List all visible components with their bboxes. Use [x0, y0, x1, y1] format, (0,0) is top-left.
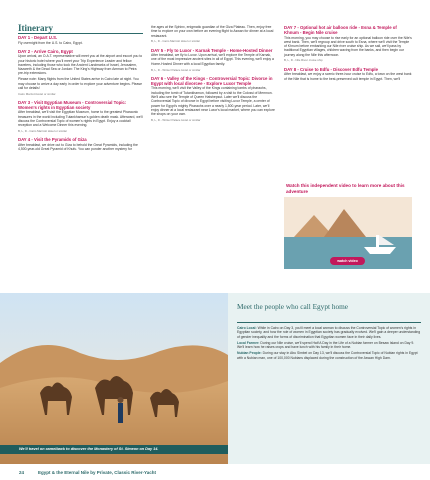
day-body: Fly overnight from the U.S. to Cairo, Egypt.	[18, 40, 83, 45]
meet-divider	[237, 322, 421, 323]
day-body: the ages at the Sphinx, enigmatic guardian of the Giza Plateau. Then, enjoy free time to explore on your own before an evening flight to Aswan for dinner at a local restaurant.	[151, 25, 274, 38]
meet-lead: Cairo Local:	[237, 326, 257, 330]
meet-text: During our stay in Abu Simbel on Day 13, we'll discuss the Controversial Topic of Nubian rights in Egypt with a Nubian man, one of 100,000 Nubians displaced during the construction of the Aswan High Dam.	[237, 351, 418, 360]
itinerary-title: Itinerary	[18, 23, 53, 33]
meet-lead: Nubian People:	[237, 351, 262, 356]
day-entry	[151, 48, 276, 72]
day-entry	[151, 76, 276, 122]
footer-title: Egypt & the Eternal Nile by Private, Classic River-Yacht	[38, 470, 157, 475]
itinerary-column-right	[284, 25, 412, 82]
day-body: After breakfast, we drive out to Giza to behold the Great Pyramids, including the 4,500-year-old Great Pyramid of Khufu. You can ponder another mystery for	[18, 142, 138, 152]
day-body: Upon arrival, an O.A.T. representative will meet you at the airport and escort you to your historic hotel where you'll meet your Trip Experience Leader and fellow travelers, including those who took the Ancient Landmarks of Israel, Jerusalem, Nazareth & the Dead Sea or Jordan: The King's Highway from Amman to Petra pre-trip extensions.	[18, 54, 143, 76]
itinerary-column-middle	[151, 25, 276, 126]
title-divider	[18, 33, 143, 34]
day-body: After breakfast, we'll visit the Egyptian Museum, home to the greatest Pharaonic treasures in the world including Tutankhamun's golden death mask. Afterward, we'll discuss the Controversial Topic of women's rights in Egypt. Enjoy a cocktail reception and a Welcome Dinner this evening.	[18, 110, 143, 128]
meet-text: While in Cairo on Day 3, you'll meet a local woman to discuss the Controversial Topic of women's rights in Egyptian society, and how the role of women in Egyptian society has gradually evolved. We'll gain a deeper understanding of gender inequality and the forms of discrimination that Egyptian women face in their daily lives.	[237, 326, 421, 339]
day-meals: Cairo Marriott Hotel or similar	[18, 91, 56, 96]
day-title: DAY 6 - Valley of the Kings - Controversial Topic: Divorce in Egypt with local divorcee - Explore Luxor Temple	[151, 75, 273, 86]
day-title: DAY 1 - Depart U.S.	[18, 35, 58, 40]
day-title: DAY 7 - Optional hot air balloon ride - Esna & Temple of Khnum - Begin Nile cruise	[284, 25, 397, 35]
meet-paragraph	[237, 351, 421, 360]
meet-lead: Local Farmer:	[237, 340, 260, 345]
video-thumbnail[interactable]	[284, 197, 412, 269]
day-meals: B, L, D - Winter Palace Hotel or similar	[151, 117, 201, 122]
day-entry	[151, 25, 276, 44]
day-entry	[284, 25, 412, 63]
day-entry	[284, 67, 412, 81]
page-footer	[0, 466, 430, 480]
day-entry	[18, 100, 143, 133]
page-number: 24	[19, 470, 25, 475]
video-promo	[284, 183, 412, 278]
meet-body	[237, 326, 421, 362]
day-meals: B, L, D - Nile River cruise ship	[284, 58, 323, 63]
day-body: This morning, we'll visit the Valley of the Kings containing tombs of pharaohs, including the tomb of Tutankhamun, followed by a visit to the Colossi of Memnon. We'll also see the Temple of Queen Hatshepsut. Later we'll discuss the Controversial Topic of divorce in Egypt before visiting Luxor Temple, a center of power for Egypt's mighty Pharaohs over a nearly 1,500-year period. Later, we'll enjoy dinner at a local restaurant near Luxor's local market, where you can explore the shops on your own.	[151, 86, 275, 117]
video-promo-title: Watch this independent video to learn more about this adventure	[286, 183, 405, 194]
meet-paragraph	[237, 341, 421, 350]
day-entry	[18, 137, 143, 151]
watch-video-button[interactable]: watch video	[330, 257, 365, 265]
day-meals: B, L, D - Winter Palace Hotel or similar	[151, 67, 201, 72]
photo-caption: We'll travel on camelback to discover the Monastery of St. Simeon on Day 14.	[0, 445, 228, 454]
day-title: DAY 8 - Cruise to Edfu - Discover Edfu Temple	[284, 66, 378, 72]
day-title: DAY 2 - Arrive Cairo, Egypt	[18, 48, 73, 54]
meet-paragraph	[237, 326, 421, 339]
desert-camel-illustration	[0, 293, 228, 464]
day-body: This morning, you may choose to rise early for an optional balloon ride over the Nile's west bank. Then, we'll regroup and drive south to Esna, where we'll visit the Temple of Khnum before embarking our Nile river cruise ship. As we sail, we'll pass by traditional Egyptian villages, children waving from the banks, and then begin our journey along the Nile this afternoon.	[284, 35, 412, 57]
day-title: DAY 5 - Fly to Luxor - Karnak Temple - Home-Hosted Dinner	[151, 47, 273, 53]
meet-the-people-panel	[228, 293, 430, 464]
day-title: DAY 4 - Visit the Pyramids of Giza	[18, 137, 87, 143]
day-note: Please note: Many flights from the United States arrive in Cairo late at night. You may choose to arrive a day early in order to explore your adventure begins. Please call for details!	[18, 77, 143, 90]
camel-photo	[0, 293, 228, 464]
day-entry	[18, 35, 143, 45]
day-title: DAY 3 - Visit Egyptian Museum - Controversial Topic: Women's rights in Egyptian society	[18, 99, 127, 110]
day-meals: B, L, D - Cairo Marriott Hotel or similar	[151, 39, 200, 44]
day-entry	[18, 49, 143, 96]
meet-text: During our Nile cruise, we'll spend Half A Day in the Life of a Nubian farmer on Besaw Island on Day 9. We'll learn how he raises crops and have lunch with his family in their home.	[237, 340, 415, 350]
day-meals: B, L, D - Cairo Marriott Hotel or similar	[18, 129, 67, 134]
day-body: After breakfast, we fly to Luxor. Upon arrival, we'll explore the Temple of Karnak, one of the most impressive ancient sites in all of Egypt. This evening, we'll enjoy a Home-Hosted Dinner with a local Egyptian family.	[151, 53, 274, 66]
meet-title: Meet the people who call Egypt home	[237, 302, 349, 311]
day-body: After breakfast, we enjoy a scenic three-hour cruise to Edfu, a town on the west bank of the Nile that is home to the best-preserved cult temple in Egypt. Then, we'll	[284, 72, 412, 81]
itinerary-column-left	[18, 35, 143, 153]
